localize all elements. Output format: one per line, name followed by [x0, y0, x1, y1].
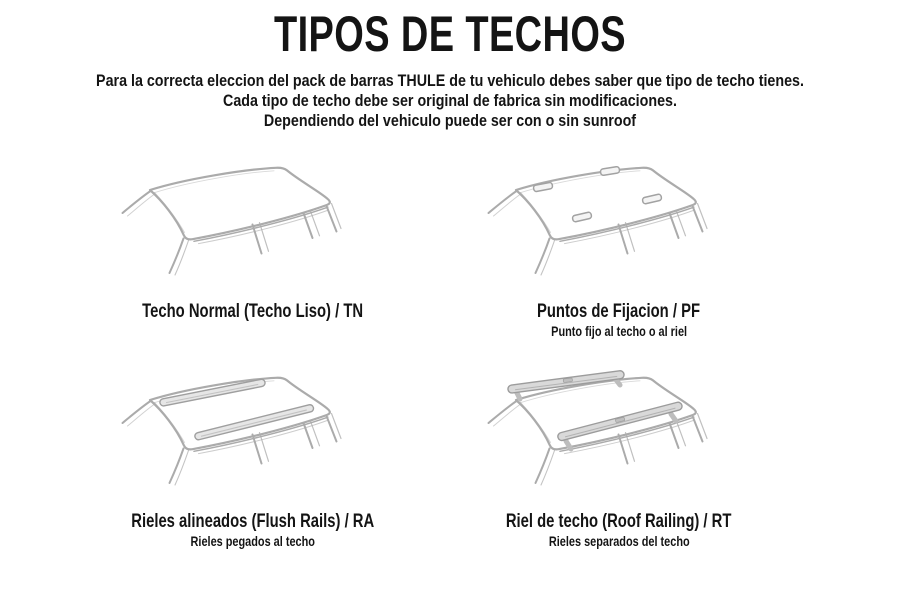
page-title: TIPOS DE TECHOS [274, 6, 626, 62]
roof-type-card-ra [70, 364, 436, 550]
roof-sketch [489, 168, 708, 275]
roof-type-card-pf [436, 154, 802, 340]
roof-type-card-tn [70, 154, 436, 340]
roof-type-sublabel: Rieles pegados al techo [190, 533, 316, 549]
roof-type-label: Techo Normal (Techo Liso) / TN [142, 301, 364, 322]
intro-text [0, 71, 900, 131]
roof-illustration-rt [454, 364, 784, 509]
roof-type-label: Puntos de Fijacion / PF [537, 301, 701, 322]
roof-type-sublabel: Rieles separados del techo [548, 533, 690, 549]
roof-illustration-tn [88, 154, 418, 299]
roof-type-card-rt [436, 364, 802, 550]
roof-type-label: Rieles alineados (Flush Rails) / RA [131, 511, 375, 532]
roof-illustration-ra [88, 364, 418, 509]
roof-type-label: Riel de techo (Roof Railing) / RT [506, 511, 732, 532]
intro-line-2: Cada tipo de techo debe ser original de fabrica sin modificaciones. [223, 91, 677, 110]
intro-line-1: Para la correcta eleccion del pack de barras THULE de tu vehiculo debes saber que tipo de techo tienes. [96, 71, 804, 90]
roof-sketch [123, 168, 342, 275]
roof-illustration-pf [454, 154, 784, 299]
intro-line-3: Dependiendo del vehiculo puede ser con o sin sunroof [263, 111, 637, 130]
roof-types-grid [70, 154, 802, 550]
roof-type-sublabel: Punto fijo al techo o al riel [551, 323, 687, 339]
